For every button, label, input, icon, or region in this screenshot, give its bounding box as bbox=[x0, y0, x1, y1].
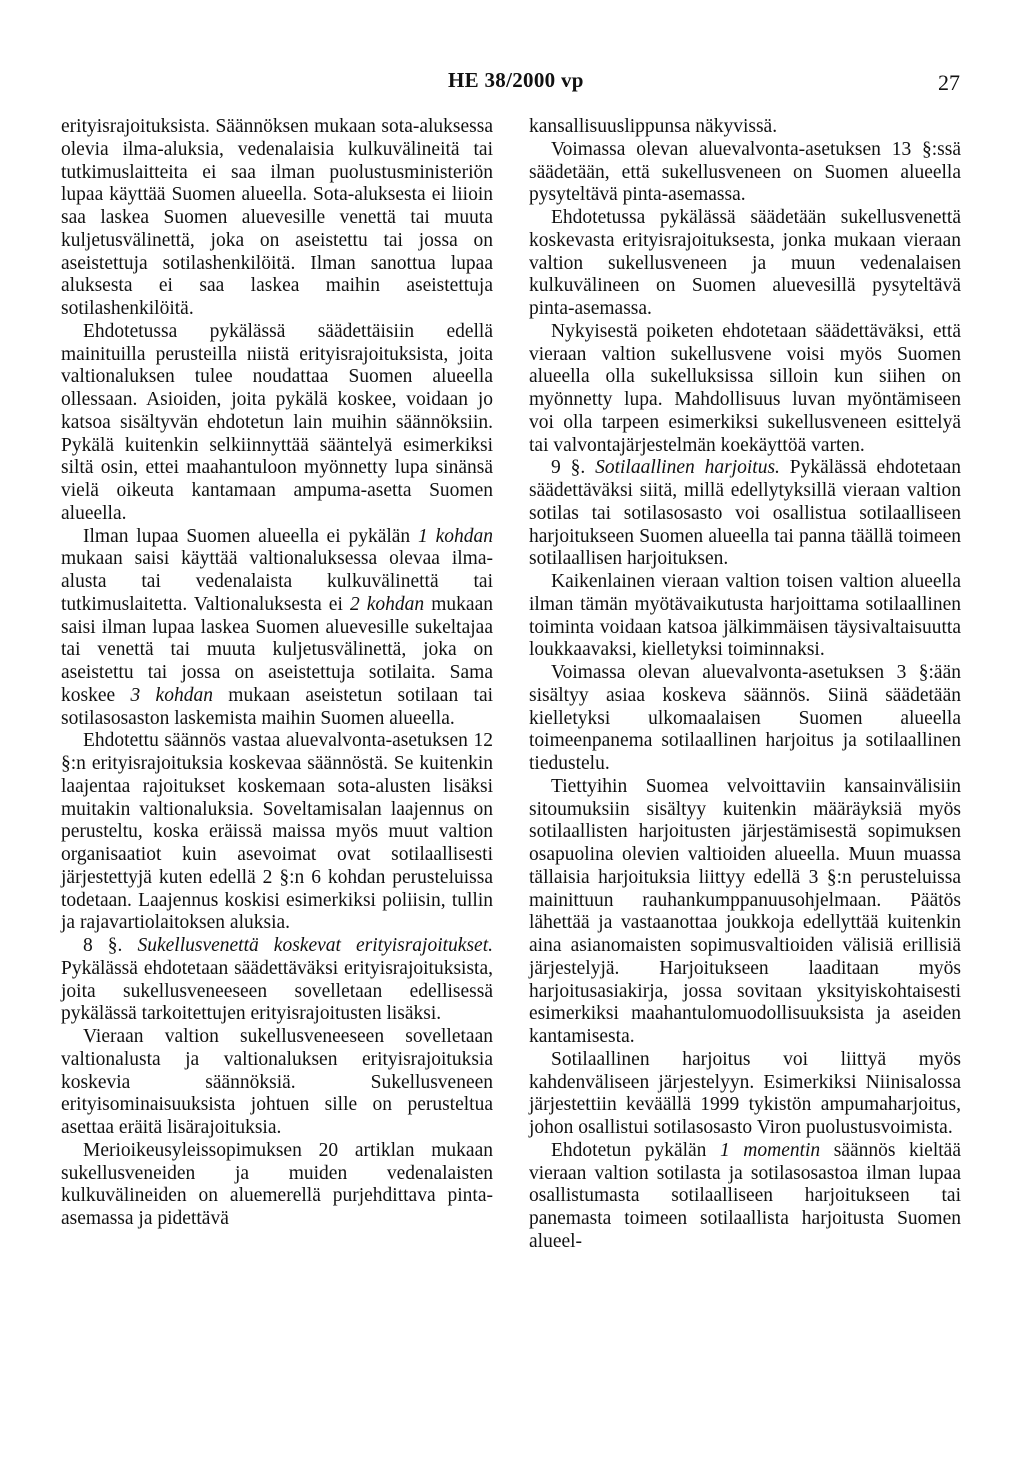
paragraph bbox=[529, 1049, 961, 1140]
text-run: Sotilaallinen harjoitus voi liittyä myös kahdenväliseen järjestelyyn. Esimerkiksi Niinisalossa järjestettiin keväällä 1999 tykistön ampumaharjoitus, johon osallistui sotilasosasto Viron puolustusvoimista. bbox=[529, 1048, 961, 1138]
text-run: 8 §. bbox=[83, 935, 138, 956]
text-run: Merioikeusyleissopimuksen 20 artiklan mukaan sukellusveneiden ja muiden vedenalaisten kulkuvälineiden on aluemerellä purjehdittava pinta-asemassa ja pidettävä bbox=[61, 1139, 493, 1229]
text-run: kansallisuuslippunsa näkyvissä. bbox=[529, 116, 778, 137]
text-run: mukaan saisi ilman lupaa laskea Suomen aluevesille sukeltajaa tai venettä tai muuta kuljetusvälinettä, joka on aseistettu tai jossa on aseistettuja sotilaita. Sama koskee bbox=[61, 593, 493, 706]
italic-text: 2 kohdan bbox=[349, 593, 425, 615]
page-number: 27 bbox=[938, 70, 960, 95]
italic-text: 1 kohdan bbox=[418, 525, 493, 547]
text-run: Pykälässä ehdotetaan säädettäväksi erityisrajoituksista, joita sukellusveneeseen sovelletaan edellisessä pykälässä tarkoitettujen erityisrajoitusten lisäksi. bbox=[61, 957, 493, 1025]
paragraph bbox=[529, 776, 961, 1049]
document-id: HE 38/2000 vp bbox=[448, 68, 584, 92]
paragraph bbox=[529, 457, 961, 571]
right-column bbox=[529, 116, 961, 1254]
italic-text: 1 momentin bbox=[719, 1139, 821, 1161]
text-run: Tiettyihin Suomea velvoittaviin kansainvälisiin sitoumuksiin sisältyy kuitenkin määräyksiä myös sotilaallisten harjoitusten järjestämisestä sopimuksen osapuolina olevien valtioiden alueella. Muun muassa tällaisia harjoituksia liittyy edellä 3 §:n perusteluissa mainittuun rauhankumppanuusohjelmaan. Päätös lähettää ja vastaanottaa joukkoja edellyttää kuitenkin aina asianomaisten sopimusvaltioiden välisiä erillisiä järjestelyjä. Harjoitukseen laaditaan myös harjoitusasiakirja, jossa sovitaan yksityiskohtaisesti esimerkiksi maahantulomuodollisuuksista ja aseiden kantamisesta. bbox=[529, 775, 961, 1047]
paragraph bbox=[61, 116, 493, 321]
text-run: Ehdotetussa pykälässä säädetään sukellusvenettä koskevasta erityisrajoituksesta, jonka mukaan vieraan valtion sukellusveneen ja muun vedenalaisen kulkuvälineen on Suomen aluevesillä pysyteltävä pinta-asemassa. bbox=[529, 207, 961, 319]
paragraph bbox=[61, 1140, 493, 1231]
paragraph bbox=[529, 321, 961, 458]
italic-text: Sotilaallinen harjoitus. bbox=[595, 457, 780, 479]
left-column bbox=[61, 116, 493, 1231]
paragraph bbox=[61, 526, 493, 731]
text-run: erityisrajoituksista. Säännöksen mukaan sota-aluksessa olevia ilma-aluksia, vedenalaisia kulkuvälineitä tai tutkimuslaitteita ei saa ilman puolustusministeriön lupaa käyttää Suomen alueella. Sota-aluksesta ei liioin saa laskea Suomen aluevesille venettä tai muuta kuljetusvälinettä, joka on aseistettu tai jossa on aseistettuja sotilashenkilöitä. Ilman sanottua lupaa aluksesta ei saa laskea maihin aseistettuja sotilashenkilöitä. bbox=[61, 116, 493, 319]
text-run: 9 §. bbox=[551, 457, 596, 479]
text-run: Ehdotetun pykälän bbox=[551, 1139, 720, 1161]
italic-text: 3 kohdan bbox=[130, 684, 213, 706]
italic-text: Sukellusvenettä koskevat erityisrajoitukset. bbox=[137, 935, 493, 956]
text-run: Ehdotetussa pykälässä säädettäisiin edellä mainituilla perusteilla niistä erityisrajoituksista, joita valtionaluksen tulee noudattaa Suomen alueella ollessaan. Asioiden, joita pykälä koskee, voidaan jo katsoa sisältyvän ehdotetun lain muihin säännöksiin. Pykälä kuitenkin selkiinnyttää sääntelyä esimerkiksi siltä osin, ettei maahantuloon myönnetty lupa sinänsä vielä oikeuta kantamaan ampuma-asetta Suomen alueella. bbox=[61, 320, 493, 524]
paragraph bbox=[529, 571, 961, 662]
paragraph bbox=[529, 116, 961, 139]
text-run: Ehdotettu säännös vastaa aluevalvonta-asetuksen 12 §:n erityisrajoituksia koskevaa säännöstä. Se kuitenkin laajentaa rajoitukset koskemaan sota-alusten lisäksi muitakin valtionaluksia. Soveltamisalan laajennus on perusteltu, koska eräissä maissa myös muut valtion organisaatiot kuin asevoimat ovat sotilaallisesti järjestettyjä kuten edellä 2 §:n 6 kohdan perusteluissa todetaan. Laajennus koskisi esimerkiksi poliisin, tullin ja rajavartiolaitoksen aluksia. bbox=[61, 730, 493, 934]
text-run: säännös kieltää vieraan valtion sotilasta ja sotilasosastoa ilman lupaa osallistumasta sotilaalliseen harjoitukseen tai panemasta toimeen sotilaallista harjoitusta Suomen alueel- bbox=[529, 1139, 961, 1252]
paragraph bbox=[529, 662, 961, 776]
text-run: Vieraan valtion sukellusveneeseen sovelletaan valtionalusta ja valtionaluksen erityisrajoituksia koskevia säännöksiä. Sukellusveneen erityisominaisuuksista johtuen sille on perusteltua asettaa eräitä lisärajoituksia. bbox=[61, 1026, 493, 1138]
text-run: mukaan saisi käyttää valtionaluksessa olevaa ilma-alusta tai vedenalaista kulkuvälinettä tai tutkimuslaitetta. Valtionaluksesta ei bbox=[61, 548, 493, 615]
text-run: Nykyisestä poiketen ehdotetaan säädettäväksi, että vieraan valtion sukellusvene voisi myös Suomen alueella olla sukelluksissa silloin kun siihen on myönnetty lupa. Mahdollisuus luvan myöntämiseen voi olla tarpeen esimerkiksi sukellusveneen esittelyä tai valvontajärjestelmän koekäyttöä varten. bbox=[529, 320, 961, 456]
text-run: Voimassa olevan aluevalvonta-asetuksen 13 §:ssä säädetään, että sukellusveneen on Suomen alueella pysyteltävä pinta-asemassa. bbox=[529, 138, 961, 206]
paragraph bbox=[61, 935, 493, 1026]
paragraph bbox=[529, 139, 961, 207]
paragraph bbox=[61, 1026, 493, 1140]
page-header bbox=[0, 68, 1024, 100]
paragraph bbox=[61, 730, 493, 935]
paragraph bbox=[529, 1140, 961, 1254]
text-run: Ilman lupaa Suomen alueella ei pykälän bbox=[83, 525, 419, 547]
text-run: Voimassa olevan aluevalvonta-asetuksen 3 §:ään sisältyy asiaa koskeva säännös. Siinä säädetään kielletyksi ulkomaalaisen Suomen alueella toimeenpanema sotilaallinen harjoitus ja sotilaallinen tiedustelu. bbox=[529, 662, 961, 774]
paragraph bbox=[61, 321, 493, 526]
text-run: Kaikenlainen vieraan valtion toisen valtion alueella ilman tämän myötävaikutusta harjoittama sotilaallinen toiminta voidaan katsoa jälkimmäisen täysivaltaisuutta loukkaavaksi, kielletyksi toiminnaksi. bbox=[529, 571, 961, 661]
paragraph bbox=[529, 207, 961, 321]
text-run: mukaan aseistetun sotilaan tai sotilasosaston laskemista maihin Suomen alueella. bbox=[61, 684, 494, 729]
text-run: Pykälässä ehdotetaan säädettäväksi siitä, millä edellytyksillä vieraan valtion sotilas tai sotilasosasto voi osallistua sotilaalliseen harjoitukseen Suomen alueella tai panna täällä toimeen sotilaallisen harjoituksen. bbox=[529, 457, 961, 570]
